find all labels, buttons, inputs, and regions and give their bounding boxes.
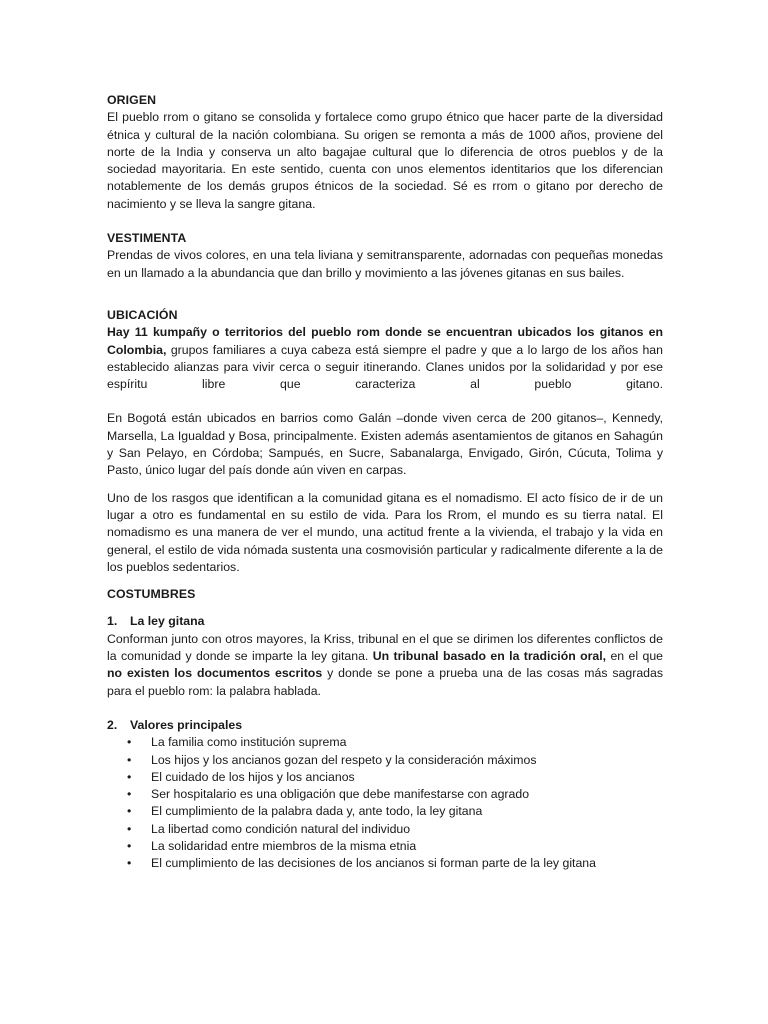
ubicacion-text: grupos familiares a cuya cabeza está siempre el padre y que a lo largo de los años han establecido alianzas para vivir cerca o seguir itinerando. Clanes unidos por la solidaridad y por ese espíritu libre que caracteriza al pueblo gitano. xyxy=(107,342,663,392)
bullet-icon: • xyxy=(127,752,132,767)
bullet-icon: • xyxy=(127,856,132,871)
list-item xyxy=(127,769,663,786)
list-item-text: Ser hospitalario es una obligación que debe manifestarse con agrado xyxy=(151,787,530,802)
ubicacion-bold-text: Hay 11 kumpañy o territorios del pueblo rom donde se encuentran ubicados los gitanos en Colombia, xyxy=(107,325,663,357)
bullet-icon: • xyxy=(127,804,132,819)
list-item xyxy=(127,803,663,820)
list-item xyxy=(127,752,663,769)
list-item xyxy=(127,855,663,872)
ley-gitana-heading xyxy=(107,613,663,630)
bold-run: no existen los documentos escritos xyxy=(107,666,323,681)
valores-list xyxy=(107,734,663,872)
text-run: Conforman junto con otros mayores, la Kriss, tribunal en el que se dirimen los diferentes conflictos de la comunidad y donde se imparte la ley gitana. xyxy=(107,631,663,664)
costumbres-heading: COSTUMBRES xyxy=(107,587,196,602)
list-item-text: La solidaridad entre miembros de la misma etnia xyxy=(151,838,417,853)
list-item xyxy=(127,734,663,751)
list-item xyxy=(127,786,663,803)
valores-heading xyxy=(107,717,663,734)
ubicacion-paragraph-2: En Bogotá están ubicados en barrios como Galán –donde viven cerca de 200 gitanos–, Kennedy, Marsella, La Igualdad y Bosa, principalmente. Existen además asentamientos de gitanos en Sahagún y San Pelayo, en Córdoba; Sampués, en Sucre, Sabanalarga, Envigado, Girón, Cúcuta, Tolima y Pasto, único lugar del país donde aún viven en carpas. xyxy=(107,411,663,478)
bullet-icon: • xyxy=(127,769,132,784)
list-item-text: La libertad como condición natural del individuo xyxy=(151,821,411,836)
item-title: La ley gitana xyxy=(130,614,205,629)
bullet-icon: • xyxy=(127,821,132,836)
ubicacion-heading: UBICACIÓN xyxy=(107,307,178,322)
bold-run: Un tribunal basado en la tradición oral, xyxy=(372,649,607,664)
list-item xyxy=(127,821,663,838)
list-item-text: El cumplimiento de la palabra dada y, ante todo, la ley gitana xyxy=(151,804,483,819)
list-item-text: Los hijos y los ancianos gozan del respeto y la consideración máximos xyxy=(151,752,537,767)
origen-text: El pueblo rrom o gitano se consolida y fortalece como grupo étnico que hacer parte de la diversidad étnica y cultural de la nación colombiana. Su origen se remonta a más de 1000 años, proviene del norte de la India y conserva un alto bagajae cultural que lo diferencia de otros pueblos y de la sociedad mayoritaria. En este sentido, cuenta con unos elementos identitarios que los diferencian notablemente de los demás grupos étnicos de la sociedad. Sé es rrom o gitano por derecho de nacimiento y se lleva la sangre gitana. xyxy=(107,110,663,211)
list-item xyxy=(127,838,663,855)
ley-gitana-text xyxy=(107,631,663,700)
bullet-icon: • xyxy=(127,838,132,853)
text-run: en el que xyxy=(606,649,663,664)
vestimenta-text: Prendas de vivos colores, en una tela liviana y semitransparente, adornadas con pequeñas monedas en un llamado a la abundancia que dan brillo y movimiento a las jóvenes gitanas en sus bailes. xyxy=(107,248,663,280)
list-item-text: La familia como institución suprema xyxy=(151,735,347,750)
item-number: 2. xyxy=(107,717,118,732)
bullet-icon: • xyxy=(127,735,132,750)
origen-heading: ORIGEN xyxy=(107,93,157,107)
list-item-text: El cumplimiento de las decisiones de los ancianos si forman parte de la ley gitana xyxy=(151,856,596,871)
item-number: 1. xyxy=(107,614,118,629)
ubicacion-paragraph-1 xyxy=(107,324,663,393)
item-title: Valores principales xyxy=(130,717,243,732)
bullet-icon: • xyxy=(127,787,132,802)
ubicacion-paragraph-3: Uno de los rasgos que identifican a la comunidad gitana es el nomadismo. El acto físico de ir de un lugar a otro es fundamental en su estilo de vida. Para los Rrom, el mundo es su tierra natal. El nomadismo es una manera de ver el mundo, una actitud frente a la vivienda, el trabajo y la vida en general, el estilo de vida nómada sustenta una cosmovisión particular y radicalmente diferente a la de los pueblos sedentarios. xyxy=(107,490,663,574)
list-item-text: El cuidado de los hijos y los ancianos xyxy=(151,769,355,784)
text-run: y donde se pone a prueba una de las cosas más sagradas para el pueblo rom: la palabra hablada. xyxy=(107,666,663,698)
vestimenta-heading: VESTIMENTA xyxy=(107,231,187,246)
